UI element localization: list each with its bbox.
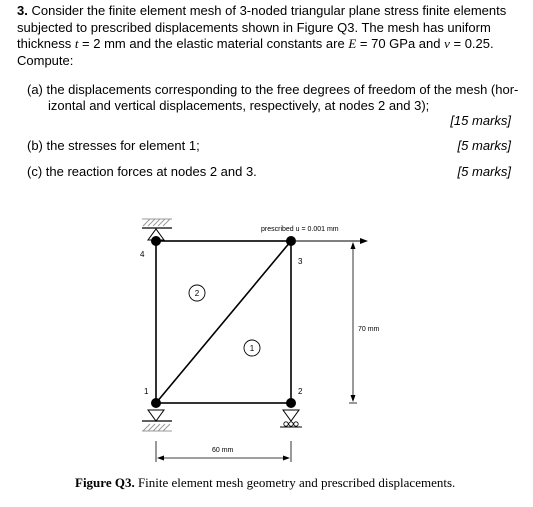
part-c: (c) the reaction forces at nodes 2 and 3. (27, 164, 257, 179)
question-line-1-text: Consider the finite element mesh of 3-noded triangular plane stress finite elements (31, 3, 507, 18)
question-number: 3. (17, 3, 28, 18)
symbol-nu: ν (444, 36, 450, 51)
height-dimension-arrow-bottom (351, 395, 356, 402)
mesh-diagonal (156, 241, 291, 403)
node-3-marker (286, 236, 296, 246)
part-b-marks: [5 marks] (457, 138, 511, 153)
text-thickness: thickness (17, 36, 75, 51)
node-2-marker (286, 398, 296, 408)
question-line-4: Compute: (17, 52, 74, 68)
width-dimension-arrow-right (283, 456, 290, 461)
symbol-t: t (74, 36, 79, 51)
part-a-line-1: (a) the displacements corresponding to the free degrees of freedom of the mesh (hor- (27, 82, 519, 97)
part-a-marks: [15 marks] (450, 113, 511, 128)
prescribed-displacement-label: prescribed u = 0.001 mm (261, 226, 339, 233)
node-4-marker (151, 236, 161, 246)
element-label-2: 2 (194, 289, 200, 298)
text-constants: = 2 mm and the elastic material constants are (78, 36, 349, 51)
height-dimension-arrow-top (351, 242, 356, 249)
top-left-support-hatching (142, 219, 172, 226)
height-dimension (349, 241, 357, 403)
prescribed-displacement-arrow-head (360, 238, 368, 244)
node-1-marker (151, 398, 161, 408)
width-dimension-label: 60 mm (212, 447, 234, 454)
bottom-right-roller-support (280, 410, 302, 427)
text-gpa: = 70 GPa and (356, 36, 445, 51)
bottom-left-support-triangle (148, 410, 164, 421)
figure-caption-text: Finite element mesh geometry and prescribed displacements. (134, 475, 456, 490)
height-dimension-label: 70 mm (358, 326, 380, 333)
figure-caption (75, 475, 455, 491)
width-dimension-arrow-left (157, 456, 164, 461)
part-c-marks: [5 marks] (457, 164, 511, 179)
question-line-2: subjected to prescribed displacements shown in Figure Q3. The mesh has uniform (17, 19, 491, 35)
symbol-E: E (348, 36, 357, 51)
bottom-left-support-hatching (142, 424, 172, 431)
part-b: (b) the stresses for element 1; (27, 138, 200, 153)
node-label-2: 2 (298, 387, 303, 396)
figure-caption-label: Figure Q3. (75, 475, 135, 490)
node-label-3: 3 (298, 257, 303, 266)
element-label-1: 1 (249, 344, 255, 353)
node-label-4: 4 (140, 250, 145, 259)
part-a-line-2: izontal and vertical displacements, respectively, at nodes 2 and 3); (48, 98, 430, 113)
text-poisson: = 0.25. (449, 36, 494, 51)
node-label-1: 1 (144, 387, 149, 396)
